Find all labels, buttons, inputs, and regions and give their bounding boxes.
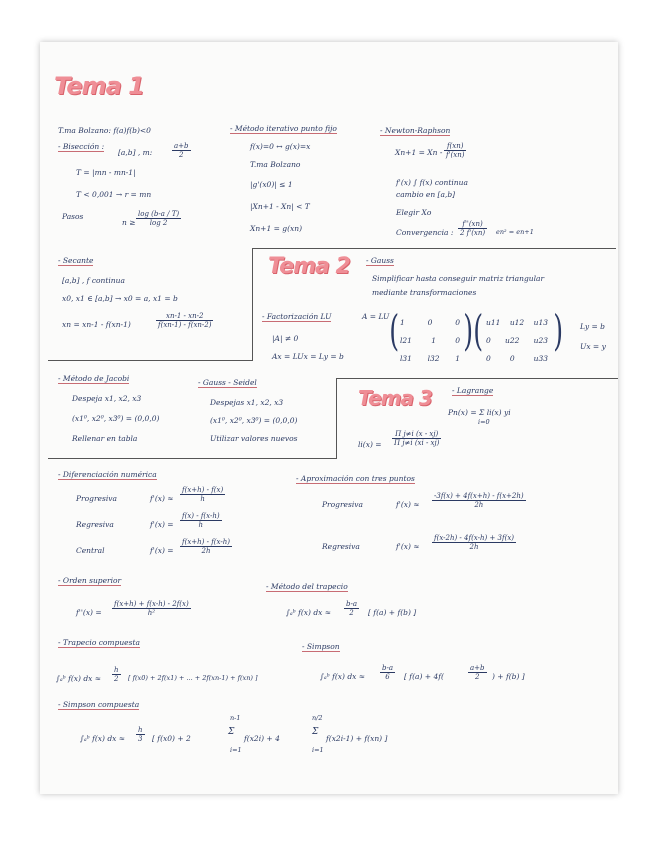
tema2-title: Tema 2 <box>268 254 350 279</box>
secante-frac: $\frac{xn-1 - xn-2}{f(xn-1) - f(xn-2)}$ <box>158 312 212 329</box>
divider-tema3-vertical <box>336 378 337 458</box>
newton-conv: Convergencia : <box>396 228 454 237</box>
lu-heading: - Factorización LU <box>262 312 332 321</box>
tres-prog-l: f'(x) ≈ <box>396 500 420 509</box>
trap-comp-heading: - Trapecio compuesta <box>58 638 140 647</box>
newton-conv-tail: en² = en+1 <box>496 228 534 236</box>
simp-comp-s1-top: n-1 <box>230 714 241 722</box>
der-cen-l: f'(x) = <box>150 546 174 555</box>
simp-comp-frac: $\frac{h}{3}$ <box>138 726 143 743</box>
divider-tema1-right <box>252 248 616 249</box>
segundo-heading: - Orden superior <box>58 576 122 585</box>
trap-comp-l: ∫ₐᵇ f(x) dx ≈ <box>56 674 102 683</box>
U-row-1-vals: u11 u12 u13 <box>486 318 548 327</box>
der-reg-l: f'(x) = <box>150 520 174 529</box>
derivacion-heading: - Diferenciación numérica <box>58 470 157 479</box>
newton-heading: - Newton-Raphson <box>380 126 451 135</box>
gauss-heading: - Gauss <box>366 256 394 265</box>
U-row-2-vals: 0 u22 u23 <box>486 336 548 345</box>
divider-tema2-vertical <box>252 248 253 360</box>
L-matrix-close: ) <box>463 306 474 355</box>
gauss-l1: Simplificar hasta conseguir matriz triangular <box>372 274 545 283</box>
tres-prog: Progresiva <box>322 500 363 509</box>
lagrange-heading: - Lagrange <box>452 386 494 395</box>
biseccion-heading: - Bisección : <box>58 142 105 151</box>
seidel-l2: (x1⁰, x2⁰, x3⁰) = (0,0,0) <box>210 416 298 425</box>
lagrange-frac: $\frac{\text{Π j≠i (x - xj)}}{\text{Π j≠i (xi - xj)}}$ <box>394 430 440 447</box>
biseccion-m-frac: $\frac{a+b}{2}$ <box>174 142 189 159</box>
iterativo-l4: |Xn+1 - Xn| < T <box>250 202 310 211</box>
tres-reg-l: f'(x) ≈ <box>396 542 420 551</box>
newton-l3: cambio en [a,b] <box>396 190 456 199</box>
gauss-l2: mediante transformaciones <box>372 288 477 297</box>
newton-conv-frac: $\frac{f''(xn)}{2 f'(xn)}$ <box>460 220 486 237</box>
biseccion-pasos: Pasos <box>62 212 84 221</box>
trap-comp-frac: $\frac{h}{2}$ <box>114 666 119 683</box>
L-row-1-vals: 1 0 0 <box>400 318 460 327</box>
jacobi-l2: (x1⁰, x2⁰, x3⁰) = (0,0,0) <box>72 414 160 423</box>
lu-l2: Ax = LUx = Ly = b <box>272 352 344 361</box>
simp-comp-sigma-2: Σ <box>312 727 319 737</box>
tres-heading: - Aproximación con tres puntos <box>296 474 415 483</box>
trapecio-heading: - Método del trapecio <box>266 582 348 591</box>
trapecio-tail: [ f(a) + f(b) ] <box>368 608 417 617</box>
simp-comp-tail-b: f(x2i) + 4 <box>244 734 280 743</box>
seidel-l3: Utilizar valores nuevos <box>210 434 298 443</box>
tema3-title: Tema 3 <box>358 386 432 410</box>
simp-comp-heading: - Simpson compuesta <box>58 700 140 709</box>
biseccion-n: n ≥ <box>122 218 136 227</box>
U-row-3-vals: 0 0 u33 <box>486 354 548 363</box>
lu-l1: |A| ≠ 0 <box>272 334 299 343</box>
biseccion-t1: T = |mn - mn-1| <box>76 168 136 177</box>
der-prog-l: f'(x) ≈ <box>150 494 174 503</box>
lu-r2: Ux = y <box>580 342 606 351</box>
biseccion-interval: [a,b] , m: <box>118 148 153 157</box>
seidel-l1: Despejas x1, x2, x3 <box>210 398 284 407</box>
notes-sheet <box>40 42 618 794</box>
trapecio-frac: $\frac{b-a}{2}$ <box>346 600 358 617</box>
iterativo-heading: - Método iterativo punto fijo <box>230 124 337 133</box>
simp-comp-s2-bot: i=1 <box>312 746 324 754</box>
bolzano-theorem: T.ma Bolzano: f(a)f(b)<0 <box>58 126 151 135</box>
lagrange-l1-lim: i=0 <box>478 418 490 426</box>
segundo-l: f''(x) = <box>76 608 102 617</box>
secante-l1: [a,b] , f continua <box>62 276 125 285</box>
lagrange-lx: li(x) = <box>358 440 382 449</box>
simpson-inner-frac: $\frac{a+b}{2}$ <box>470 664 485 681</box>
der-reg-frac: $\frac{f(x) - f(x-h)}{h}$ <box>182 512 220 529</box>
lagrange-l1: Pn(x) = Σ li(x) yi <box>448 408 511 417</box>
L-matrix-open: ( <box>389 306 400 355</box>
trap-comp-tail: [ f(x0) + 2f(x1) + ... + 2f(xn-1) + f(xn) ] <box>128 674 258 682</box>
secante-l3: xn = xn-1 - f(xn-1) <box>62 320 131 329</box>
der-reg: Regresiva <box>76 520 114 529</box>
divider-tema3-bottom <box>48 458 337 459</box>
L-row-3-vals: l31 l32 1 <box>400 354 460 363</box>
newton-l1: Xn+1 = Xn - <box>395 148 443 157</box>
tres-prog-frac: $\frac{-3f(x) + 4f(x+h) - f(x+2h)}{2h}$ <box>434 492 524 509</box>
jacobi-l3: Rellenar en tabla <box>72 434 138 443</box>
der-prog-frac: $\frac{f(x+h) - f(x)}{h}$ <box>182 486 224 503</box>
biseccion-t2: T < 0,001 → r = mn <box>76 190 152 199</box>
simp-comp-tail-c: f(x2i-1) + f(xn) ] <box>326 734 388 743</box>
iterativo-l1: f(x)=0 ↔ g(x)=x <box>250 142 311 151</box>
simp-comp-s2-top: n/2 <box>312 714 323 722</box>
simp-comp-l: ∫ₐᵇ f(x) dx ≈ <box>80 734 126 743</box>
divider-tema3-top <box>336 378 618 379</box>
iterativo-l2: T.ma Bolzano <box>250 160 301 169</box>
newton-l2: f'(x) ∫ f(x) continua <box>396 178 468 187</box>
der-cen-frac: $\frac{f(x+h) - f(x-h)}{2h}$ <box>182 538 230 555</box>
seidel-heading: - Gauss - Seidel <box>198 378 257 387</box>
U-matrix-open: ( <box>473 306 484 355</box>
der-cen: Central <box>76 546 105 555</box>
iterativo-l3: |g'(x0)| ≤ 1 <box>250 180 293 189</box>
simpson-heading: - Simpson <box>302 642 340 651</box>
tema1-title: Tema 1 <box>54 72 144 100</box>
simpson-tail-b: ) + f(b) ] <box>492 672 525 681</box>
newton-frac: $\frac{f(xn)}{f'(xn)}$ <box>446 142 465 159</box>
divider-tema1-bottom <box>48 360 253 361</box>
simpson-l: ∫ₐᵇ f(x) dx ≈ <box>320 672 366 681</box>
simp-comp-s1-bot: i=1 <box>230 746 242 754</box>
simp-comp-tail-a: [ f(x0) + 2 <box>152 734 191 743</box>
jacobi-l1: Despeja x1, x2, x3 <box>72 394 142 403</box>
trapecio-l: ∫ₐᵇ f(x) dx ≈ <box>286 608 332 617</box>
simp-comp-sigma-1: Σ <box>228 727 235 737</box>
biseccion-n-frac: $\frac{\log (b-a / T)}{\log 2}$ <box>138 210 180 227</box>
lu-l0: A = LU <box>362 312 390 321</box>
secante-heading: - Secante <box>58 256 94 265</box>
iterativo-l5: Xn+1 = g(xn) <box>250 224 302 233</box>
L-row-2-vals: l21 1 0 <box>400 336 460 345</box>
secante-l2: x0, x1 ∈ [a,b] → x0 = a, x1 = b <box>62 294 178 303</box>
U-matrix-close: ) <box>553 306 564 355</box>
tres-reg: Regresiva <box>322 542 360 551</box>
der-prog: Progresiva <box>76 494 117 503</box>
jacobi-heading: - Método de Jacobi <box>58 374 130 383</box>
simpson-tail-a: [ f(a) + 4f( <box>404 672 444 681</box>
lu-r1: Ly = b <box>580 322 605 331</box>
newton-l4: Elegir Xo <box>396 208 432 217</box>
tres-reg-frac: $\frac{f(x-2h) - 4f(x-h) + 3f(x)}{2h}$ <box>434 534 514 551</box>
simpson-frac: $\frac{b-a}{6}$ <box>382 664 394 681</box>
segundo-frac: $\frac{f(x+h) + f(x-h) - 2f(x)}{\text{h²}}$ <box>114 600 189 617</box>
